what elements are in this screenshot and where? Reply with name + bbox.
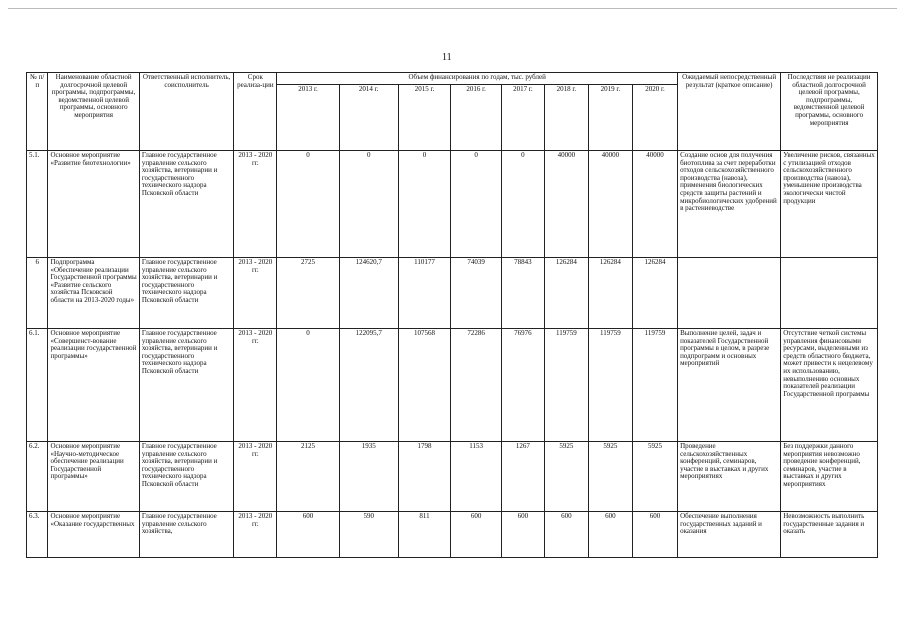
row-value: 78843 bbox=[501, 258, 544, 329]
row-consequences: Отсутствие четкой системы управления финансовыми ресурсами, выделенными из средств областного бюджета, может привести к нецелевому их использованию, невыполнению основных показателей реализации Государственной программы bbox=[781, 329, 878, 442]
row-value: 600 bbox=[632, 512, 677, 558]
top-rule bbox=[8, 8, 897, 9]
row-num: 6.1. bbox=[27, 329, 48, 442]
header-num: № п/п bbox=[27, 73, 48, 151]
row-term: 2013 - 2020 гг. bbox=[234, 512, 277, 558]
table-row bbox=[27, 512, 878, 558]
row-value: 124620,7 bbox=[339, 258, 398, 329]
table-row bbox=[27, 442, 878, 512]
row-consequences: Невозможность выполнить государственные задания и оказать bbox=[781, 512, 878, 558]
row-value: 0 bbox=[451, 151, 502, 258]
header-responsible: Ответственный исполнитель, соисполнитель bbox=[139, 73, 234, 151]
row-responsible: Главное государственное управление сельского хозяйства, ветеринарии и государственного технического надзора Псковской области bbox=[139, 151, 234, 258]
row-value: 1153 bbox=[451, 442, 502, 512]
row-value: 600 bbox=[451, 512, 502, 558]
row-value: 2125 bbox=[277, 442, 339, 512]
row-value: 119759 bbox=[544, 329, 588, 442]
row-expected: Создание основ для получения биотоплива за счет переработки отходов сельскохозяйственного производства (навоза), применения биологических средств защиты растений и микробиологических удобрений в растениеводстве bbox=[678, 151, 781, 258]
financing-table bbox=[26, 72, 878, 558]
row-value: 126284 bbox=[588, 258, 632, 329]
header-year: 2019 г. bbox=[588, 85, 632, 151]
row-name: Основное мероприятие «Развитие биотехнологии» bbox=[48, 151, 139, 258]
row-value: 74039 bbox=[451, 258, 502, 329]
row-value: 0 bbox=[277, 329, 339, 442]
header-financing: Объем финансирования по годам, тыс. рублей bbox=[277, 73, 678, 85]
table-row bbox=[27, 258, 878, 329]
row-term: 2013 - 2020 гг. bbox=[234, 442, 277, 512]
row-value: 5925 bbox=[588, 442, 632, 512]
row-expected bbox=[678, 258, 781, 329]
header-year: 2013 г. bbox=[277, 85, 339, 151]
row-value: 600 bbox=[588, 512, 632, 558]
row-consequences: Без поддержки данного мероприятия невозможно проведение конференций, семинаров, участие в выставках и других мероприятиях bbox=[781, 442, 878, 512]
row-value: 119759 bbox=[632, 329, 677, 442]
row-value: 5925 bbox=[632, 442, 677, 512]
row-value: 72286 bbox=[451, 329, 502, 442]
row-value: 1798 bbox=[398, 442, 451, 512]
page-number: 11 bbox=[442, 52, 452, 63]
row-expected: Проведение сельскохозяйственных конференций, семинаров, участие в выставках и других мероприятиях bbox=[678, 442, 781, 512]
header-name: Наименование областной долгосрочной целевой программы, подпрограммы, ведомственной целевой программы, основного мероприятия bbox=[48, 73, 139, 151]
header-expected: Ожидаемый непосредственный результат (краткое описание) bbox=[678, 73, 781, 151]
row-value: 110177 bbox=[398, 258, 451, 329]
row-value: 590 bbox=[339, 512, 398, 558]
row-value: 0 bbox=[339, 151, 398, 258]
header-consequences: Последствия не реализации областной долгосрочной целевой программы, подпрограммы, ведомственной целевой программы, основного мероприятия bbox=[781, 73, 878, 151]
row-value: 40000 bbox=[588, 151, 632, 258]
header-year: 2018 г. bbox=[544, 85, 588, 151]
header-year: 2020 г. bbox=[632, 85, 677, 151]
row-value: 1935 bbox=[339, 442, 398, 512]
row-value: 0 bbox=[501, 151, 544, 258]
row-expected: Выполнение целей, задач и показателей Государственной программы в целом, в разрезе подпрограмм и основных мероприятий bbox=[678, 329, 781, 442]
row-consequences bbox=[781, 258, 878, 329]
header-row-top bbox=[27, 73, 878, 85]
row-value: 107568 bbox=[398, 329, 451, 442]
row-value: 119759 bbox=[588, 329, 632, 442]
row-name: Основное мероприятие «Оказание государственных bbox=[48, 512, 139, 558]
row-value: 600 bbox=[501, 512, 544, 558]
row-num: 6.2. bbox=[27, 442, 48, 512]
row-responsible: Главное государственное управление сельского хозяйства, ветеринарии и государственного технического надзора Псковской области bbox=[139, 329, 234, 442]
row-value: 40000 bbox=[544, 151, 588, 258]
row-responsible: Главное государственное управление сельского хозяйства, ветеринарии и государственного технического надзора Псковской области bbox=[139, 442, 234, 512]
row-value: 76976 bbox=[501, 329, 544, 442]
row-value: 126284 bbox=[544, 258, 588, 329]
row-value: 2725 bbox=[277, 258, 339, 329]
header-year: 2016 г. bbox=[451, 85, 502, 151]
row-term: 2013 - 2020 гг. bbox=[234, 258, 277, 329]
table-row bbox=[27, 151, 878, 258]
row-value: 811 bbox=[398, 512, 451, 558]
row-value: 5925 bbox=[544, 442, 588, 512]
header-year: 2015 г. bbox=[398, 85, 451, 151]
row-name: Основное мероприятие «Совершенст-вование реализации государственной программы» bbox=[48, 329, 139, 442]
row-value: 600 bbox=[544, 512, 588, 558]
row-value: 1267 bbox=[501, 442, 544, 512]
row-value: 0 bbox=[277, 151, 339, 258]
row-value: 600 bbox=[277, 512, 339, 558]
row-consequences: Увеличение рисков, связанных с утилизацией отходов сельскохозяйственного производства (навоза), уменьшение производства экологически чистой продукции bbox=[781, 151, 878, 258]
row-name: Подпрограмма «Обеспечение реализации Государственной программы «Развитие сельского хозяйства Псковской области на 2013-2020 годы» bbox=[48, 258, 139, 329]
row-term: 2013 - 2020 гг. bbox=[234, 329, 277, 442]
row-expected: Обеспечение выполнения государственных заданий и оказания bbox=[678, 512, 781, 558]
header-year: 2017 г. bbox=[501, 85, 544, 151]
row-value: 122095,7 bbox=[339, 329, 398, 442]
row-num: 6 bbox=[27, 258, 48, 329]
row-name: Основное мероприятие «Научно-методическое обеспечение реализации Государственной программы» bbox=[48, 442, 139, 512]
row-responsible: Главное государственное управление сельского хозяйства, ветеринарии и государственного технического надзора Псковской области bbox=[139, 258, 234, 329]
header-term: Срок реализа-ции bbox=[234, 73, 277, 151]
row-value: 0 bbox=[398, 151, 451, 258]
row-value: 126284 bbox=[632, 258, 677, 329]
row-term: 2013 - 2020 гг. bbox=[234, 151, 277, 258]
header-year: 2014 г. bbox=[339, 85, 398, 151]
row-responsible: Главное государственное управление сельского хозяйства, bbox=[139, 512, 234, 558]
row-num: 5.1. bbox=[27, 151, 48, 258]
row-num: 6.3. bbox=[27, 512, 48, 558]
row-value: 40000 bbox=[632, 151, 677, 258]
table-row bbox=[27, 329, 878, 442]
